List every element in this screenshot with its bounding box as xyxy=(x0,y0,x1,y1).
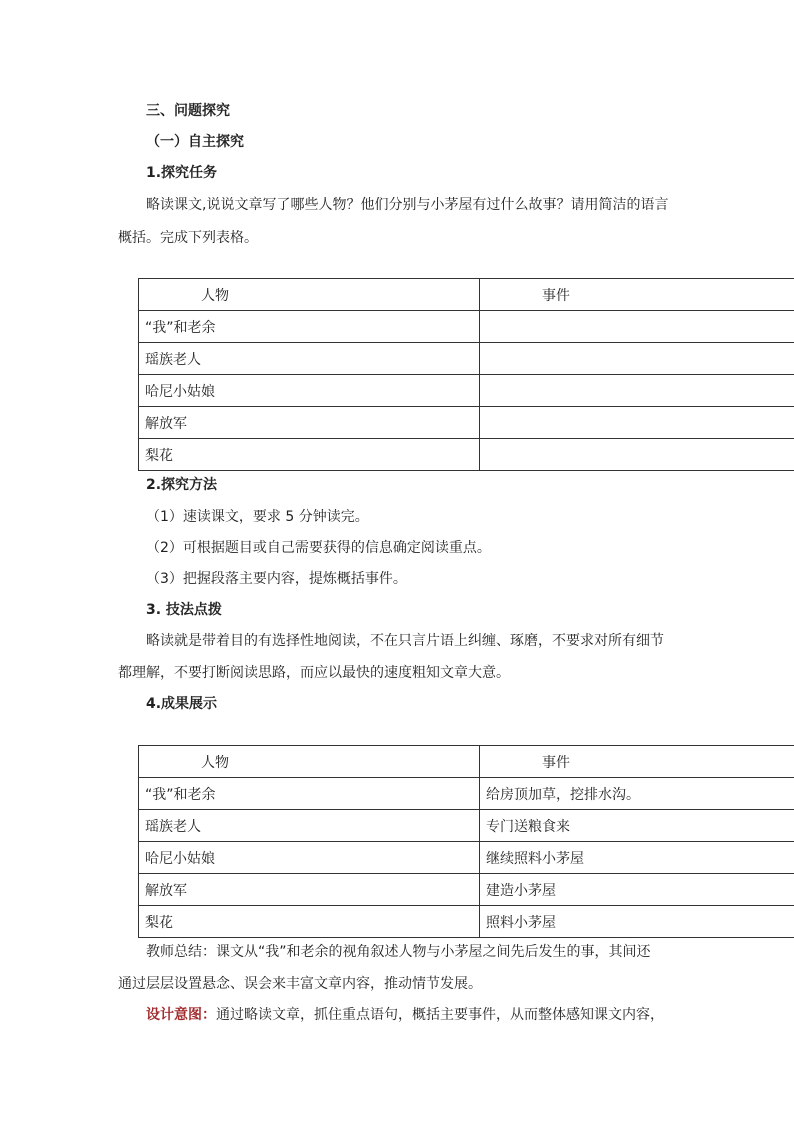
tips-title: 3. 技法点拨 xyxy=(146,602,222,618)
person-cell: 哈尼小姑娘 xyxy=(139,842,480,874)
design-intent xyxy=(146,1005,664,1025)
task-text-line1: 略读课文,说说文章写了哪些人物？他们分别与小茅屋有过什么故事？请用简洁的语言 xyxy=(146,197,669,213)
table-header-row xyxy=(139,746,794,778)
method-item-3: （3）把握段落主要内容，提炼概括事件。 xyxy=(146,571,407,587)
table-row xyxy=(139,874,794,906)
table-row xyxy=(139,311,794,343)
event-cell: 专门送粮食来 xyxy=(480,810,794,842)
person-cell: 瑶族老人 xyxy=(139,343,480,375)
task-title: 1.探究任务 xyxy=(146,165,218,181)
table-row xyxy=(139,906,794,938)
results-table xyxy=(138,745,794,938)
event-cell: 继续照料小茅屋 xyxy=(480,842,794,874)
header-cell-event: 事件 xyxy=(480,279,794,311)
method-item-1: （1）速读课文，要求 5 分钟读完。 xyxy=(146,509,369,525)
event-cell[interactable] xyxy=(480,343,794,375)
table-row xyxy=(139,842,794,874)
table-row xyxy=(139,407,794,439)
task-text-line2: 概括。完成下列表格。 xyxy=(118,230,258,246)
method-title: 2.探究方法 xyxy=(146,477,218,493)
tips-text-line2: 都理解，不要打断阅读思路，而应以最快的速度粗知文章大意。 xyxy=(118,665,510,681)
table-row xyxy=(139,778,794,810)
person-cell: 解放军 xyxy=(139,407,480,439)
table-row xyxy=(139,343,794,375)
method-item-2: （2）可根据题目或自己需要获得的信息确定阅读重点。 xyxy=(146,540,491,556)
design-intent-text: 通过略读文章，抓住重点语句，概括主要事件，从而整体感知课文内容， xyxy=(216,1007,664,1023)
event-cell: 给房顶加草，挖排水沟。 xyxy=(480,778,794,810)
table-header-row xyxy=(139,279,794,311)
person-cell: “我”和老余 xyxy=(139,311,480,343)
person-cell: 哈尼小姑娘 xyxy=(139,375,480,407)
results-title: 4.成果展示 xyxy=(146,696,218,712)
table-row xyxy=(139,810,794,842)
subsection-title: （一）自主探究 xyxy=(146,134,244,150)
event-cell[interactable] xyxy=(480,439,794,471)
header-cell-person: 人物 xyxy=(139,746,480,778)
task-table xyxy=(138,278,794,471)
table-row xyxy=(139,439,794,471)
event-cell[interactable] xyxy=(480,375,794,407)
event-cell: 建造小茅屋 xyxy=(480,874,794,906)
person-cell: 瑶族老人 xyxy=(139,810,480,842)
header-cell-person: 人物 xyxy=(139,279,480,311)
person-cell: “我”和老余 xyxy=(139,778,480,810)
table-row xyxy=(139,375,794,407)
section-title: 三、问题探究 xyxy=(146,103,230,119)
tips-text-line1: 略读就是带着目的有选择性地阅读，不在只言片语上纠缠、琢磨，不要求对所有细节 xyxy=(146,633,664,649)
summary-line2: 通过层层设置悬念、误会来丰富文章内容，推动情节发展。 xyxy=(118,976,482,992)
design-intent-label: 设计意图： xyxy=(146,1007,216,1023)
summary-line1: 教师总结：课文从“我”和老余的视角叙述人物与小茅屋之间先后发生的事，其间还 xyxy=(146,944,651,960)
person-cell: 解放军 xyxy=(139,874,480,906)
event-cell[interactable] xyxy=(480,407,794,439)
person-cell: 梨花 xyxy=(139,906,480,938)
person-cell: 梨花 xyxy=(139,439,480,471)
event-cell: 照料小茅屋 xyxy=(480,906,794,938)
event-cell[interactable] xyxy=(480,311,794,343)
header-cell-event: 事件 xyxy=(480,746,794,778)
